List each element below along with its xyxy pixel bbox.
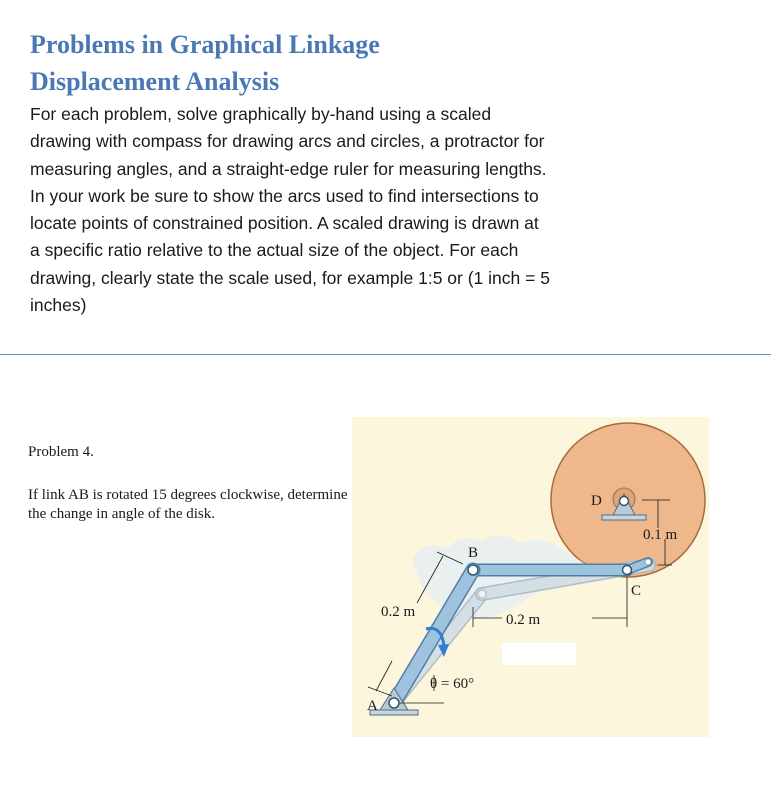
label-length-bc: 0.2 m bbox=[506, 612, 541, 628]
joint-c bbox=[623, 566, 632, 575]
section-divider bbox=[0, 354, 771, 355]
ghost-joint-b bbox=[478, 590, 486, 598]
joint-c-dot bbox=[645, 559, 651, 565]
label-radius: 0.1 m bbox=[643, 527, 678, 543]
linkage-figure bbox=[352, 417, 709, 737]
blank-box bbox=[502, 643, 576, 665]
label-theta: θ = 60° bbox=[430, 676, 475, 692]
title-line-1: Problems in Graphical Linkage bbox=[30, 30, 380, 59]
page-title bbox=[30, 26, 550, 100]
label-a: A bbox=[367, 698, 378, 714]
label-c: C bbox=[631, 583, 642, 599]
label-b: B bbox=[468, 545, 479, 561]
problem-label: Problem 4. bbox=[28, 444, 94, 460]
intro-paragraph: For each problem, solve graphically by-hand using a scaled drawing with compass for drawing arcs and circles, a protractor for measuring angles, and a straight-edge ruler for measuring lengths. In your work be sure to show the arcs used to find intersections to locate points of constrained position. A scaled drawing is drawn at a specific ratio relative to the actual size of the object. For each drawing, clearly state the scale used, for example 1:5 or (1 inch = 5 inches) bbox=[30, 104, 550, 316]
label-d: D bbox=[591, 493, 602, 509]
linkage-diagram bbox=[352, 417, 709, 737]
joint-b bbox=[468, 565, 478, 575]
label-length-ab: 0.2 m bbox=[381, 604, 416, 620]
title-line-2: Displacement Analysis bbox=[30, 67, 280, 96]
problem-statement: If link AB is rotated 15 degrees clockwise, determine the change in angle of the disk. bbox=[28, 487, 348, 522]
